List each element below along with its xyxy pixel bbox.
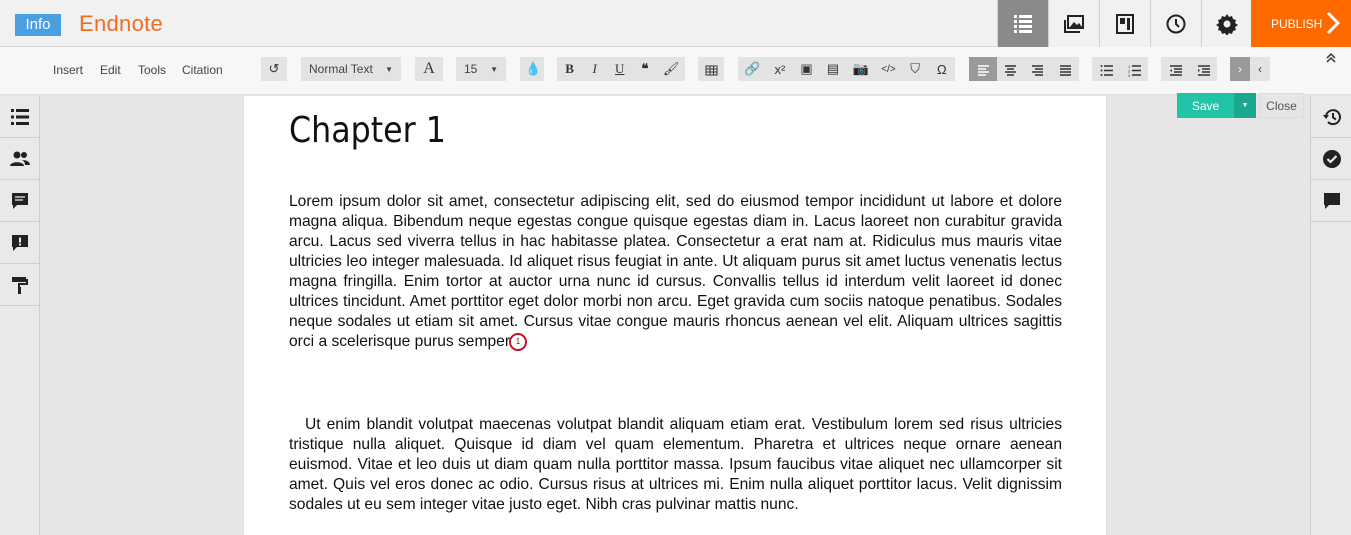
paragraph-text: Lorem ipsum dolor sit amet, consectetur adipiscing elit, sed do eiusmod tempor incididunt ut labore et dolore magna aliqua. Bibendum neque egestas congue quisque egestas diam in. Lacus laoreet non curabitur gravida arcu. Lacus sed viverra tellus in hac habitasse platea. Consectetur a erat nam at. Ridiculus mus mauris vitae ultricies leo integer malesuada. Id aliquet risus feugiat in ante. Ut aliquam purus sit amet luctus venenatis lectus magna fringilla. Enim tortor at auctor urna nunc id cursus. Convallis tellus id interdum velit laoreet id donec ultrices tincidunt. Amet porttitor eget dolor morbi non arcu. Eget gravida cum sociis natoque penatibus. Sodales neque sodales ut etiam sit amet. Cursus vitae congue mauris rhoncus aenean vel elit. Aliquam ultrices sagittis orci a scelerisque purus semper	[289, 193, 1062, 350]
bold-icon[interactable]: B	[565, 61, 574, 76]
text-color-button[interactable]	[520, 57, 544, 81]
image-icon[interactable]: ▣	[800, 61, 813, 76]
font-size-value: 15	[464, 62, 478, 76]
chevron-left-icon: ‹	[1258, 62, 1262, 76]
format-group	[557, 57, 685, 81]
alert-comment-icon	[10, 233, 30, 253]
outdent-icon[interactable]	[1168, 61, 1182, 76]
link-icon[interactable]: 🔗	[744, 61, 761, 76]
superscript-icon[interactable]: x²	[774, 61, 786, 77]
align-left-button[interactable]	[969, 57, 997, 81]
clock-icon	[1165, 13, 1187, 35]
align-right-icon[interactable]	[1031, 61, 1045, 76]
caret-down-icon: ▼	[490, 64, 498, 74]
list-lines-icon	[1012, 13, 1034, 35]
undo-icon: ↺	[268, 61, 280, 76]
style-select[interactable]	[301, 57, 401, 81]
right-sidebar	[1310, 96, 1351, 535]
gear-icon	[1216, 13, 1238, 35]
sidebar-item-comments[interactable]	[0, 180, 40, 222]
sidebar-item-feedback[interactable]	[0, 222, 40, 264]
menu-edit[interactable]: Edit	[100, 63, 121, 77]
publish-button[interactable]	[1251, 0, 1351, 47]
align-group	[997, 57, 1079, 81]
insert-group	[738, 57, 955, 81]
left-sidebar	[0, 96, 40, 535]
list-lines-button[interactable]	[997, 0, 1048, 47]
toolbar-next-button[interactable]	[1230, 57, 1250, 81]
app-title: Endnote	[79, 11, 164, 36]
menu-insert[interactable]: Insert	[53, 63, 84, 77]
paint-roller-icon	[10, 275, 30, 295]
svg-text:1: 1	[1127, 63, 1130, 69]
sidebar-item-comment[interactable]	[1311, 180, 1351, 222]
table-button[interactable]	[698, 57, 724, 81]
gear-button[interactable]	[1201, 0, 1252, 47]
underline-icon[interactable]: U	[615, 61, 625, 76]
images-icon	[1063, 13, 1085, 35]
sidebar-item-history[interactable]	[1311, 96, 1351, 138]
quote-icon[interactable]: ❝	[641, 61, 649, 76]
menu-citation[interactable]: Citation	[182, 63, 223, 77]
brush-icon[interactable]: 🖌	[662, 61, 680, 76]
list-group	[1092, 57, 1148, 81]
drop-icon: 💧	[525, 61, 542, 76]
table-icon	[704, 61, 718, 76]
caret-down-icon: ▼	[385, 64, 393, 74]
editor-toolbar	[0, 47, 1351, 95]
film-icon[interactable]: ▤	[826, 61, 840, 76]
info-button[interactable]: Info	[15, 14, 61, 36]
align-center-icon[interactable]	[1004, 61, 1018, 76]
html5-icon[interactable]: ⛉	[910, 61, 921, 76]
font-button[interactable]	[415, 57, 443, 81]
svg-text:3: 3	[1127, 72, 1130, 77]
paragraph[interactable]	[289, 192, 1062, 352]
users-icon	[10, 149, 30, 169]
comment-icon	[1322, 191, 1342, 211]
collapse-toolbar-button[interactable]	[1321, 47, 1341, 69]
close-button[interactable]: Close	[1259, 93, 1304, 118]
code-icon[interactable]: </>	[881, 63, 896, 75]
images-button[interactable]	[1048, 0, 1099, 47]
align-justify-icon[interactable]	[1058, 61, 1072, 76]
align-left-icon	[976, 61, 990, 76]
double-chevron-up-icon	[1325, 52, 1337, 64]
numbered-list-icon[interactable]	[1127, 61, 1141, 76]
history-icon	[1322, 107, 1342, 127]
clock-button[interactable]	[1150, 0, 1201, 47]
save-button[interactable]: Save	[1177, 93, 1234, 118]
bullet-list-icon[interactable]	[1099, 61, 1113, 76]
toolbar-prev-button[interactable]	[1250, 57, 1270, 81]
indent-group	[1161, 57, 1217, 81]
list-icon	[10, 107, 30, 127]
font-icon: A	[423, 60, 435, 77]
chevron-right-icon	[1325, 10, 1341, 36]
paragraph[interactable]: Ut enim blandit volutpat maecenas volutpat blandit aliquam etiam erat. Vestibulum lorem sed risus ultricies tristique nulla aliquet. Quisque id diam vel quam elementum. Pharetra et ultrices neque ornare aenean euismod. Vitae et leo duis ut diam quam nulla porttitor massa. Ipsum faucibus vitae aliquet nec ullamcorper sit amet. Quis vel eros donec ac odio. Cursus risus at ultrices mi. Enim nulla aliquet porttitor lacus. Velit dignissim sodales ut eu sem integer vitae justo eget. Nibh cras pulvinar mattis nunc.	[289, 416, 1062, 513]
publish-label: PUBLISH	[1271, 16, 1323, 31]
omega-icon[interactable]: Ω	[936, 61, 947, 77]
sidebar-item-users[interactable]	[0, 138, 40, 180]
caret-down-icon: ▼	[1241, 102, 1249, 109]
italic-icon[interactable]: I	[592, 61, 597, 76]
book-button[interactable]	[1099, 0, 1150, 47]
top-bar	[0, 0, 1351, 47]
top-icon-group	[997, 0, 1252, 47]
sidebar-item-format-painter[interactable]	[0, 264, 40, 306]
citation-marker[interactable]: 1	[509, 333, 527, 351]
menu-tools[interactable]: Tools	[138, 63, 167, 77]
sidebar-item-approve[interactable]	[1311, 138, 1351, 180]
svg-text:2: 2	[1127, 68, 1130, 74]
comment-icon	[10, 191, 30, 211]
style-select-value: Normal Text	[309, 62, 373, 76]
sidebar-item-outline[interactable]	[0, 96, 40, 138]
camera-icon[interactable]: 📷	[852, 61, 869, 76]
indent-icon[interactable]	[1196, 61, 1210, 76]
chapter-title[interactable]: Chapter 1	[289, 110, 446, 151]
chevron-right-icon: ›	[1238, 62, 1242, 76]
document-page[interactable]	[243, 96, 1107, 535]
save-options-button[interactable]	[1234, 93, 1256, 118]
undo-button[interactable]	[261, 57, 287, 81]
font-size-select[interactable]	[456, 57, 506, 81]
check-circle-icon	[1322, 149, 1342, 169]
book-icon	[1114, 13, 1136, 35]
